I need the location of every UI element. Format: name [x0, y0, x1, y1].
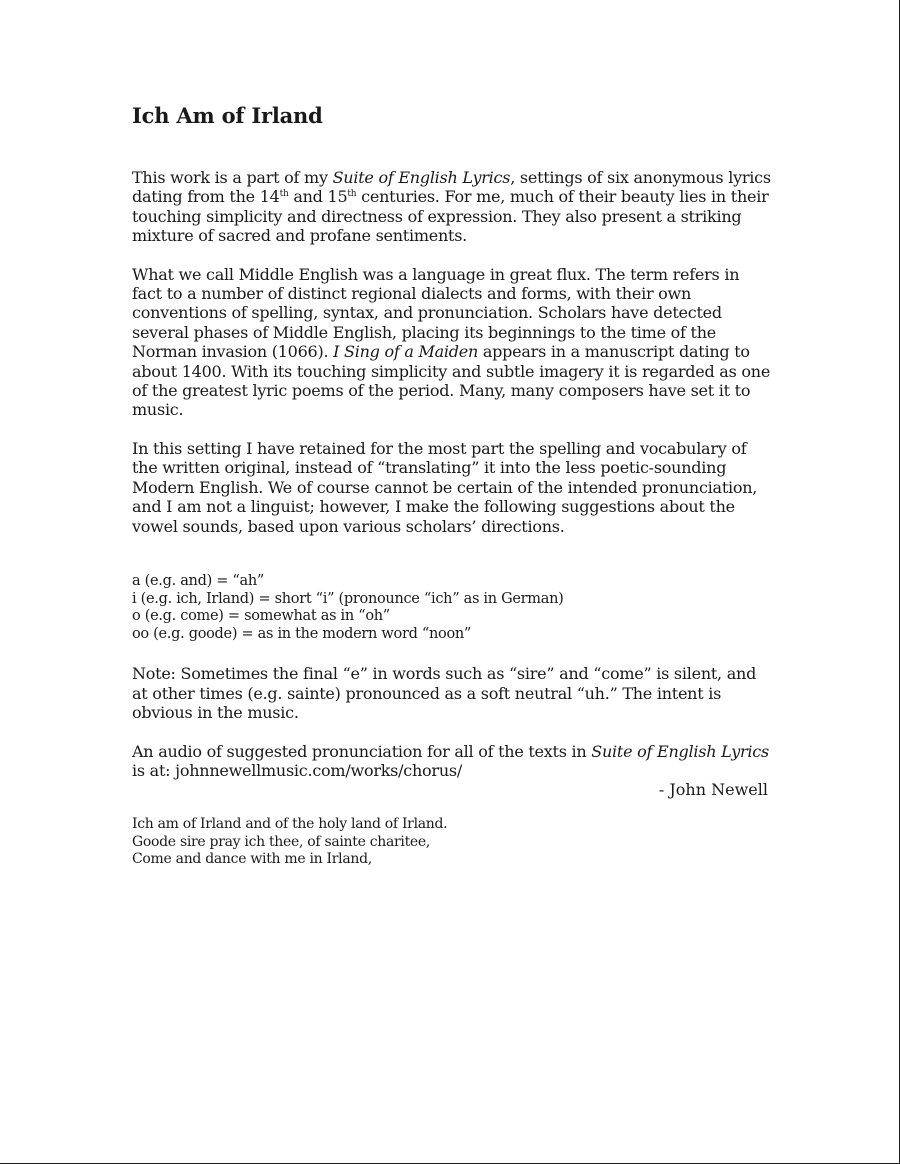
- poem-line: Ich am of Irland and of the holy land of Irland.: [132, 816, 448, 833]
- intro-text-start: This work is a part of my: [132, 168, 333, 187]
- superscript-th-1: th: [279, 189, 289, 200]
- poem-text: [132, 816, 772, 868]
- middle-english-text-end: appears in a manuscript dating to about 1400. With its touching simplicity and subtle imagery it is regarded as one of the greatest lyric poems of the period. Many, many composers have set it to music.: [132, 342, 771, 420]
- vowel-guide-item: a (e.g. and) = “ah”: [132, 572, 265, 589]
- intro-paragraph: [132, 168, 772, 246]
- audio-suite-title-italic: Suite of English Lyrics: [591, 741, 769, 761]
- vowel-guide-item: i (e.g. ich, Irland) = short “i” (pronounce “ich” as in German): [132, 590, 564, 607]
- superscript-th-2: th: [347, 189, 357, 200]
- audio-text-end: is at: johnnewellmusic.com/works/chorus/: [132, 760, 462, 780]
- vowel-guide-item: oo (e.g. goode) = as in the modern word “noon”: [132, 625, 472, 642]
- vowel-guide-list: [132, 573, 772, 643]
- middle-english-paragraph: [132, 265, 772, 420]
- intro-text-mid1: , settings of six anonymous lyrics dating from the 14: [132, 168, 771, 207]
- intro-text-end: centuries. For me, much of their beauty lies in their touching simplicity and directness of expression. They also present a striking mixture of sacred and profane sentiments.: [132, 187, 769, 246]
- document-content: [132, 102, 772, 869]
- suite-title-italic: Suite of English Lyrics: [332, 168, 511, 187]
- note-paragraph: Note: Sometimes the final “e” in words such as “sire” and “come” is silent, and at other times (e.g. sainte) pronounced as a soft neutral “uh.” The intent is obvious in the music.: [132, 664, 757, 723]
- signature: - John Newell: [658, 780, 768, 800]
- poem-line: Come and dance with me in Irland,: [132, 851, 372, 868]
- setting-paragraph: In this setting I have retained for the most part the spelling and vocabulary of the written original, instead of “translating” it into the less poetic-sounding Modern English. We of course cannot be certain of the intended pronunciation, and I am not a linguist; however, I make the following suggestions about the vowel sounds, based upon various scholars’ directions.: [132, 438, 758, 536]
- poem-title-italic: I Sing of a Maiden: [333, 342, 479, 362]
- intro-text-mid2: and 15: [288, 187, 348, 207]
- middle-english-text-start: What we call Middle English was a language in great flux. The term refers in fact to a number of distinct regional dialects and forms, with their own conventions of spelling, syntax, and pronunciation. Scholars have detected several phases of Middle English, placing its beginnings to the time of the Norman invasion (1066).: [132, 264, 740, 362]
- audio-paragraph: [132, 742, 772, 781]
- audio-text-start: An audio of suggested pronunciation for all of the texts in: [132, 741, 592, 761]
- poem-line: Goode sire pray ich thee, of sainte charitee,: [132, 833, 431, 850]
- page-title: Ich Am of Irland: [132, 103, 323, 128]
- vowel-guide-item: o (e.g. come) = somewhat as in “oh”: [132, 608, 390, 625]
